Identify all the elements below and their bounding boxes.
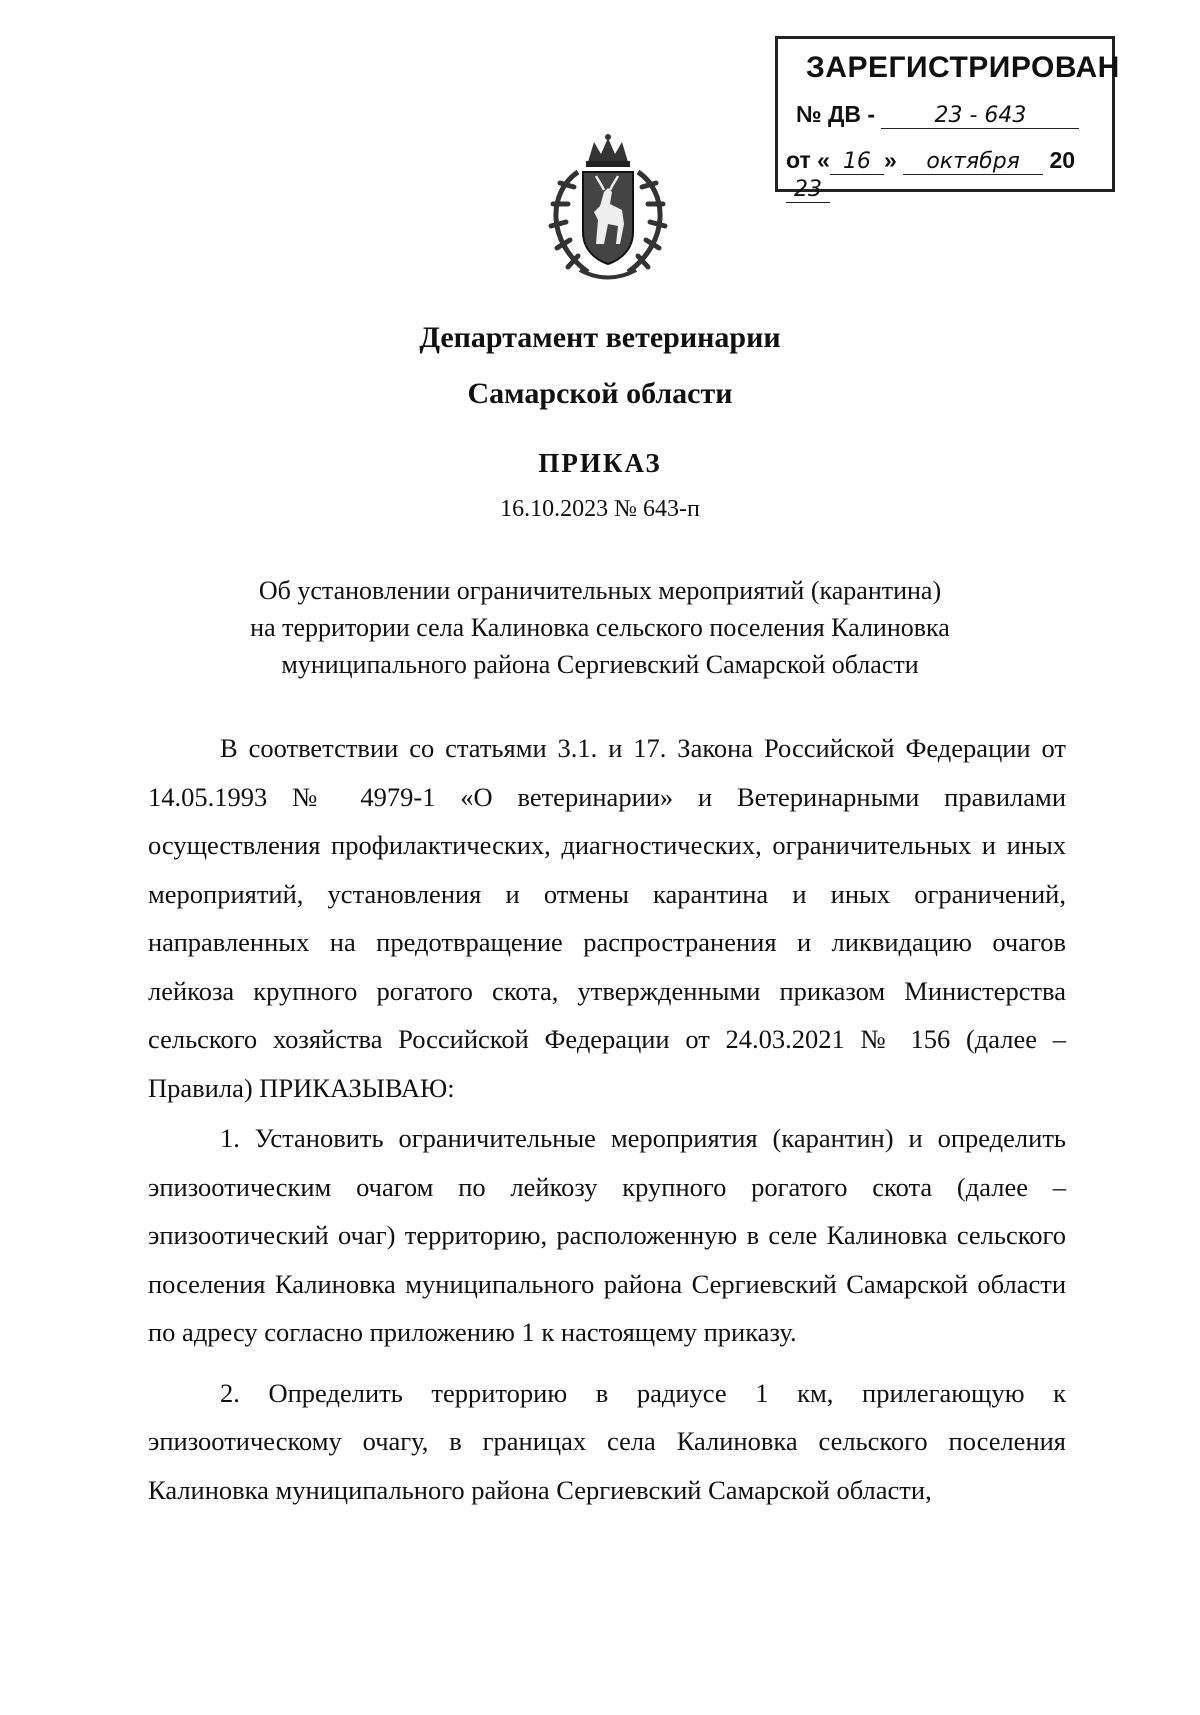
stamp-date-month: октября xyxy=(903,149,1043,175)
order-body xyxy=(148,724,1066,1514)
subject-line-3: муниципального района Сергиевский Самарской области xyxy=(281,650,919,679)
department-line-1: Департамент ветеринарии xyxy=(419,321,781,354)
stamp-date-close: » xyxy=(883,147,897,173)
registration-stamp xyxy=(775,36,1120,202)
item-2-paragraph: 2. Определить территорию в радиусе 1 км, прилегающую к эпизоотическому очагу, в границах села Калиновка сельского поселения Калиновка муниципального района Сергиевский Самарской области, xyxy=(148,1377,1066,1505)
order-date-number: 16.10.2023 № 643-п xyxy=(500,496,700,522)
stamp-date-row xyxy=(786,147,1112,203)
stamp-title: ЗАРЕГИСТРИРОВАН xyxy=(806,51,1120,84)
stamp-date-prefix: от « xyxy=(786,147,830,173)
preamble-paragraph: В соответствии со статьями 3.1. и 17. Закона Российской Федерации от 14.05.1993 № 4979-1 «О ветеринарии» и Ветеринарными правилами осуществления профилактических, диагностических, ограничительных и иных мероприятий, установления и отмены карантина и иных ограничений, направленных на предотвращение распространения и ликвидацию очагов лейкоза крупного рогатого скота, утвержденными приказом Министерства сельского хозяйства Российской Федерации от 24.03.2021 № 156 (далее – Правила) ПРИКАЗЫВАЮ: xyxy=(148,733,1066,1103)
stamp-year-prefix: 20 xyxy=(1049,147,1076,173)
doc-type-title: ПРИКАЗ xyxy=(538,448,662,478)
subject-line-2: на территории села Калиновка сельского поселения Калиновка xyxy=(250,613,950,642)
department-line-2: Самарской области xyxy=(467,377,733,410)
stamp-number-label: № ДВ - xyxy=(796,101,876,127)
stamp-date-day: 16 xyxy=(830,149,884,175)
stamp-number-row xyxy=(796,101,1079,129)
department-name xyxy=(0,310,1200,422)
order-subject xyxy=(0,572,1200,683)
subject-line-1: Об установлении ограничительных мероприятий (карантина) xyxy=(258,576,942,605)
stamp-year-suffix: 23 xyxy=(786,177,830,203)
item-1-paragraph: 1. Установить ограничительные мероприятия (карантин) и определить эпизоотическим очагом по лейкозу крупного рогатого скота (далее – эпизоотический очаг) территорию, расположенную в селе Калиновка сельского поселения Калиновка муниципального района Сергиевский Самарской области по адресу согласно приложению 1 к настоящему приказу. xyxy=(148,1123,1066,1347)
stamp-number-value: 23 - 643 xyxy=(881,103,1079,129)
coat-of-arms-icon xyxy=(538,132,678,286)
